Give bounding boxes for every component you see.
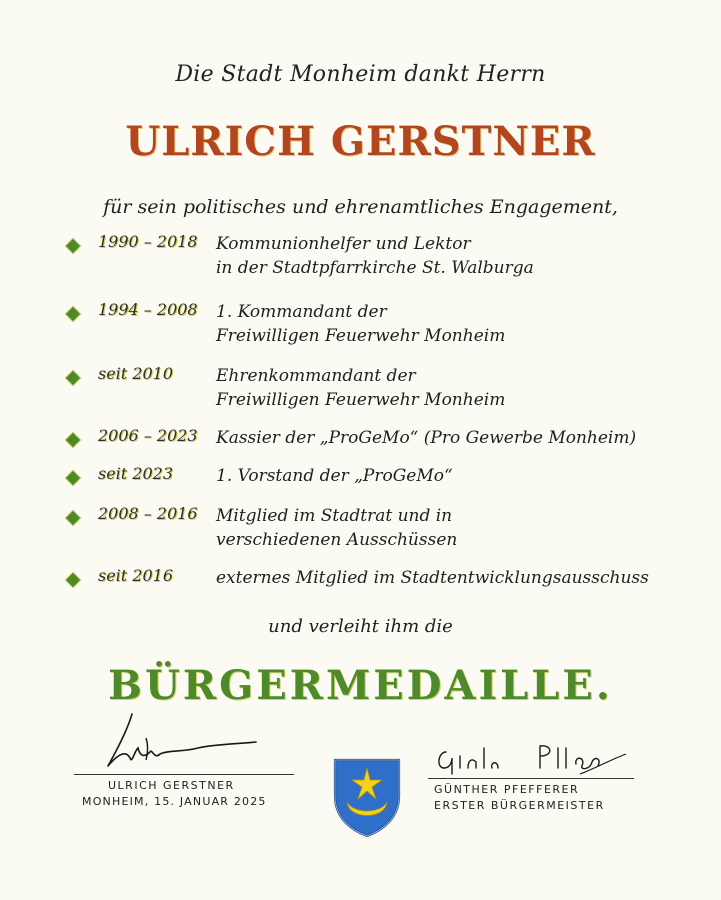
description-line: Kommunionhelfer und Lektor	[216, 234, 471, 254]
item-date: seit 2010	[98, 364, 174, 383]
description-line: Freiwilligen Feuerwehr Monheim	[216, 326, 506, 346]
green-diamond-icon	[66, 239, 80, 253]
item-date: 1994 – 2008	[98, 300, 198, 319]
description-line: Mitglied im Stadtrat und in	[216, 506, 453, 526]
item-date: seit 2016	[98, 566, 174, 585]
signature-line-left	[74, 774, 294, 775]
mayor-title: ERSTER BÜRGERMEISTER	[434, 799, 605, 812]
item-date: seit 2023	[98, 464, 174, 483]
signature-left-icon	[88, 708, 268, 774]
green-diamond-icon	[66, 433, 80, 447]
signature-line-right	[428, 778, 634, 779]
description-line: 1. Kommandant der	[216, 302, 387, 322]
item-date: 2006 – 2023	[98, 426, 198, 445]
place-and-date: MONHEIM, 15. JANUAR 2025	[82, 795, 267, 808]
description-line: 1. Vorstand der „ProGeMo“	[216, 466, 453, 486]
description-line: Ehrenkommandant der	[216, 366, 416, 386]
mayor-signature-name: GÜNTHER PFEFFERER	[434, 783, 580, 796]
green-diamond-icon	[66, 371, 80, 385]
honoree-name: ULRICH GERSTNER	[125, 118, 596, 165]
recipient-signature-name: ULRICH GERSTNER	[108, 779, 235, 792]
green-diamond-icon	[66, 471, 80, 485]
green-diamond-icon	[66, 307, 80, 321]
engagement-subtitle: für sein politisches und ehrenamtliches Engagement,	[103, 196, 618, 218]
description-line: externes Mitglied im Stadtentwicklungsausschuss	[216, 568, 649, 588]
green-diamond-icon	[66, 511, 80, 525]
item-description	[216, 364, 706, 412]
signature-right-icon	[430, 738, 630, 780]
item-description	[216, 566, 706, 590]
item-description	[216, 232, 706, 280]
item-description	[216, 504, 706, 552]
description-line: Kassier der „ProGeMo“ (Pro Gewerbe Monheim)	[216, 428, 637, 448]
award-title: BÜRGERMEDAILLE.	[108, 662, 613, 709]
green-diamond-icon	[66, 573, 80, 587]
item-description	[216, 426, 706, 450]
item-date: 1990 – 2018	[98, 232, 198, 251]
item-date: 2008 – 2016	[98, 504, 198, 523]
item-description	[216, 300, 706, 348]
description-line: Freiwilligen Feuerwehr Monheim	[216, 390, 506, 410]
description-line: verschiedenen Ausschüssen	[216, 530, 458, 550]
monheim-coat-of-arms-icon	[331, 756, 403, 838]
intro-line: Die Stadt Monheim dankt Herrn	[175, 62, 546, 87]
item-description	[216, 464, 706, 488]
description-line: in der Stadtpfarrkirche St. Walburga	[216, 258, 534, 278]
closing-line: und verleiht ihm die	[268, 616, 453, 637]
